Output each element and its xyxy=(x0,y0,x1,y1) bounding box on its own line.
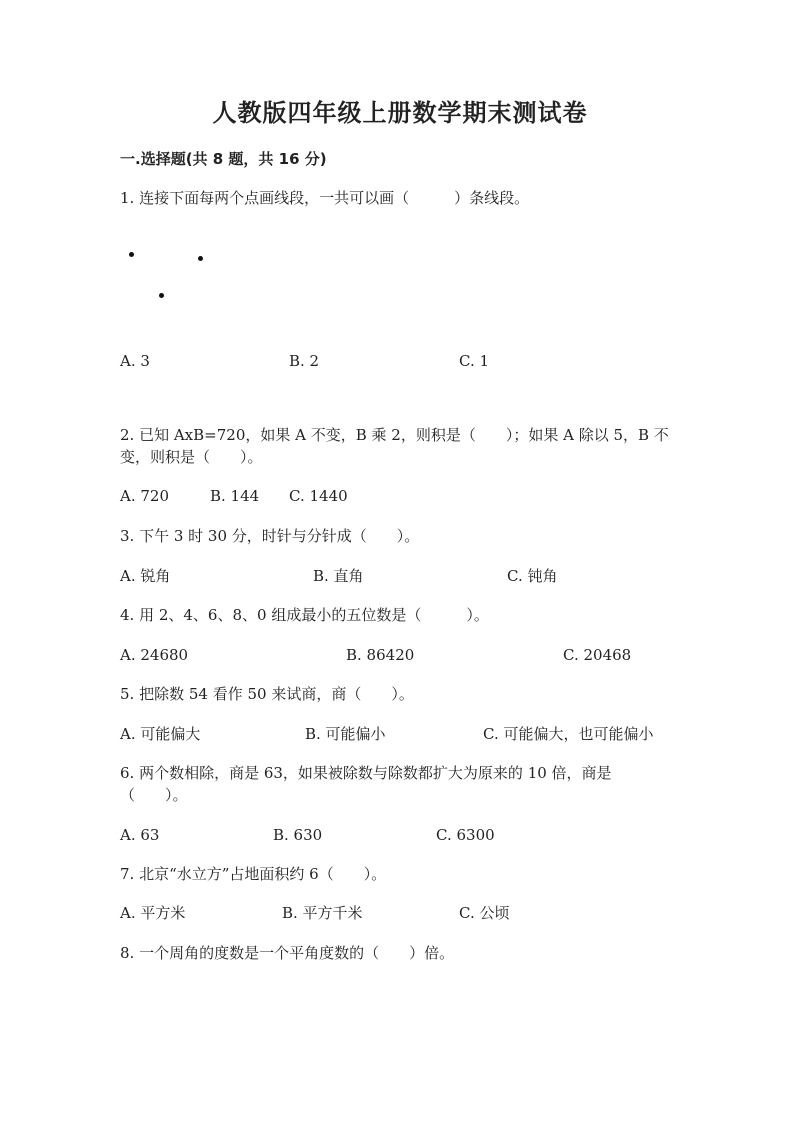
point-dot xyxy=(129,252,134,257)
question-4-option-a: A. 24680 xyxy=(120,646,189,664)
question-3-text: 3. 下午 3 时 30 分，时针与分针成（ ）。 xyxy=(120,527,420,545)
question-5-option-c: C. 可能偏大，也可能偏小 xyxy=(483,725,654,743)
question-2-text-line-1: 2. 已知 AxB=720，如果 A 不变，B 乘 2，则积是（ ）；如果 A 除以 5，B 不 xyxy=(120,426,669,444)
question-1-option-b: B. 2 xyxy=(289,352,320,370)
question-6-option-a: A. 63 xyxy=(120,826,160,844)
point-dot xyxy=(159,293,164,298)
question-2-text-line-2: 变，则积是（ ）。 xyxy=(120,448,263,466)
question-7-option-b: B. 平方千米 xyxy=(282,904,363,922)
question-4-text: 4. 用 2、4、6、8、0 组成最小的五位数是（ ）。 xyxy=(120,606,489,624)
question-6-option-c: C. 6300 xyxy=(436,826,495,844)
page-title: 人教版四年级上册数学期末测试卷 xyxy=(212,98,588,127)
question-6-text-line-2: （ ）。 xyxy=(120,786,188,804)
question-7-text: 7. 北京“水立方”占地面积约 6（ ）。 xyxy=(120,865,387,883)
question-6-option-b: B. 630 xyxy=(273,826,323,844)
question-1-text: 1. 连接下面每两个点画线段，一共可以画（ ）条线段。 xyxy=(120,189,530,207)
question-6-text-line-1: 6. 两个数相除，商是 63，如果被除数与除数都扩大为原来的 10 倍，商是 xyxy=(120,764,612,782)
question-3-option-c: C. 钝角 xyxy=(507,567,558,585)
question-2-option-b: B. 144 xyxy=(210,487,260,505)
question-5-option-b: B. 可能偏小 xyxy=(305,725,386,743)
section-heading: 一.选择题(共 8 题，共 16 分) xyxy=(120,150,327,168)
question-3-option-b: B. 直角 xyxy=(313,567,364,585)
question-2-option-a: A. 720 xyxy=(120,487,169,505)
question-2-option-c: C. 1440 xyxy=(289,487,348,505)
question-4-option-b: B. 86420 xyxy=(346,646,415,664)
question-7-option-c: C. 公顷 xyxy=(459,904,510,922)
question-7-option-a: A. 平方米 xyxy=(120,904,186,922)
question-4-option-c: C. 20468 xyxy=(563,646,632,664)
question-5-text: 5. 把除数 54 看作 50 来试商，商（ ）。 xyxy=(120,685,414,703)
question-1-option-c: C. 1 xyxy=(459,352,490,370)
question-3-option-a: A. 锐角 xyxy=(120,567,171,585)
point-dot xyxy=(198,256,203,261)
question-8-text: 8. 一个周角的度数是一个平角度数的（ ）倍。 xyxy=(120,944,455,962)
question-1-option-a: A. 3 xyxy=(120,352,150,370)
question-5-option-a: A. 可能偏大 xyxy=(120,725,201,743)
